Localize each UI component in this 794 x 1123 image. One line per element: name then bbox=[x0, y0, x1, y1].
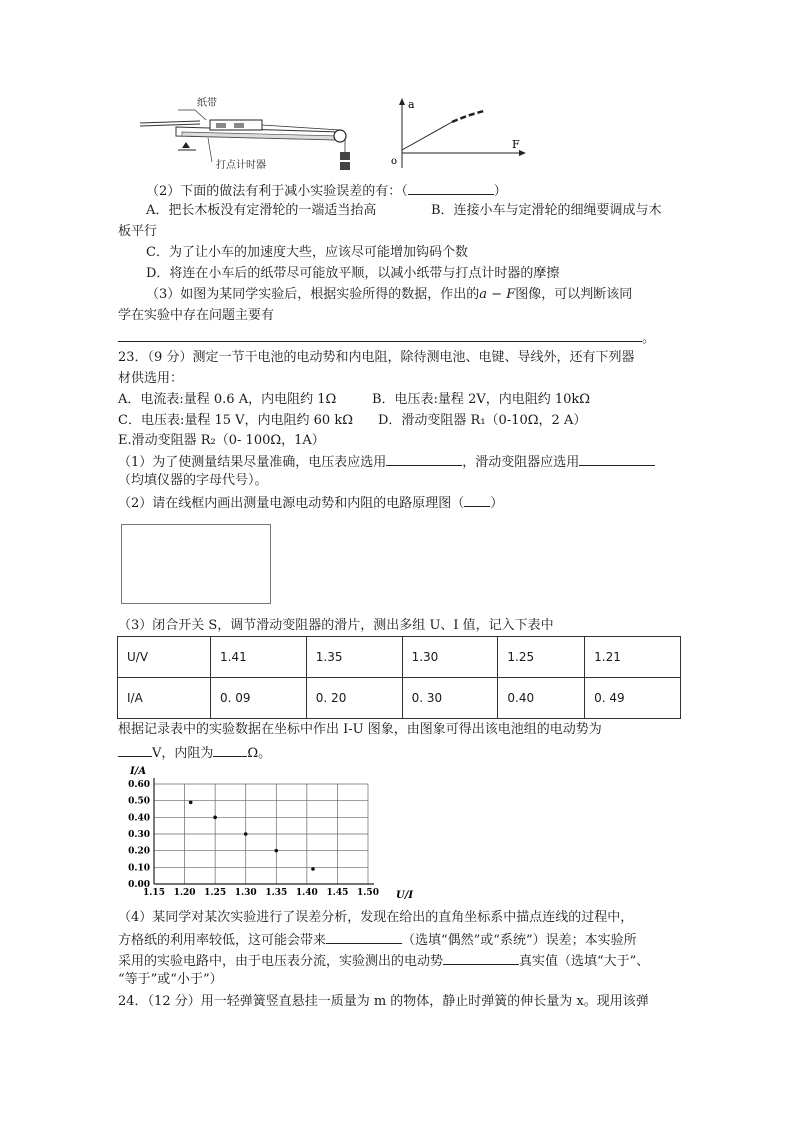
after-table-line2 bbox=[118, 742, 271, 764]
a-F-graph bbox=[388, 96, 528, 172]
q23-optC: C．电压表:量程 15 V，内电阻约 60 kΩ bbox=[118, 413, 353, 428]
q23-title: 23．（9 分）测定一节干电池的电动势和内电阻，除待测电池、电键、导线外，还有下列器 bbox=[118, 350, 635, 365]
label-origin: o bbox=[391, 156, 398, 167]
table-cell: 0. 09 bbox=[211, 678, 307, 719]
q3-line2: 学在实验中存在问题主要有 bbox=[118, 308, 275, 323]
after-table-line1: 根据记录表中的实验数据在坐标中作出 I-U 图象，由图象可得出该电池组的电动势为 bbox=[118, 722, 602, 737]
q2-stem bbox=[146, 180, 507, 202]
q4-text2a: 方格纸的利用率较低，这可能会带来 bbox=[118, 933, 327, 948]
table-cell: 0. 49 bbox=[585, 678, 681, 719]
x-tick-label: 1.20 bbox=[173, 888, 196, 898]
q2-optD: D．将连在小车后的纸带尽可能放平顺，以减小纸带与打点计时器的摩擦 bbox=[146, 266, 560, 281]
q3-answer-line bbox=[118, 327, 655, 349]
q3-end: 。 bbox=[642, 331, 656, 346]
x-tick-label: 1.35 bbox=[265, 888, 288, 898]
wedge bbox=[182, 142, 190, 148]
table-cell: 1.30 bbox=[402, 637, 498, 678]
label-F: F bbox=[512, 138, 520, 151]
error-type-blank[interactable] bbox=[326, 929, 402, 944]
iu-chart bbox=[118, 762, 418, 908]
q2-stem-text: （2）下面的做法有利于减小实验误差的有：（ bbox=[146, 184, 408, 199]
x-tick-label: 1.30 bbox=[234, 888, 257, 898]
y-tick-label: 0.40 bbox=[128, 813, 150, 824]
graph-line bbox=[402, 122, 452, 150]
data-point bbox=[311, 867, 315, 871]
data-point bbox=[274, 849, 278, 853]
table-cell: U/V bbox=[118, 637, 211, 678]
string bbox=[262, 125, 340, 130]
table-cell: 1.25 bbox=[498, 637, 585, 678]
y-tick-label: 0.30 bbox=[128, 830, 150, 840]
q4-text3b: 真实值（选填“大于”、 bbox=[519, 954, 650, 969]
table-cell: 1.21 bbox=[585, 637, 681, 678]
chart-ticks bbox=[128, 780, 379, 898]
chart-grid bbox=[154, 778, 374, 884]
q23-p3: （3）闭合开关 S，调节滑动变阻器的滑片，测出多组 U、I 值，记入下表中 bbox=[118, 618, 554, 633]
rheostat-choice-blank[interactable] bbox=[579, 451, 655, 466]
data-table bbox=[117, 636, 681, 719]
label-paper-tape: 纸带 bbox=[197, 98, 217, 109]
label-timer: 打点计时器 bbox=[216, 160, 266, 171]
q4-line2 bbox=[118, 929, 637, 951]
q23-p1-text-b: ，滑动变阻器应选用 bbox=[462, 455, 580, 470]
circuit-drawing-box[interactable] bbox=[121, 524, 271, 604]
q4-text3a: 采用的实验电路中，由于电压表分流，实验测出的电动势 bbox=[118, 954, 444, 969]
table-cell: 1.35 bbox=[306, 637, 402, 678]
resistance-blank[interactable] bbox=[213, 742, 247, 757]
q23-optD: D．滑动变阻器 R₁（0-10Ω，2 A） bbox=[378, 413, 587, 428]
table-cell: I/A bbox=[118, 678, 211, 719]
data-point bbox=[189, 801, 193, 805]
q23-p1-text-a: （1）为了使测量结果尽量准确，电压表应选用 bbox=[118, 455, 387, 470]
q23-p2-end: ） bbox=[490, 496, 504, 511]
q2-optB: B．连接小车与定滑轮的细绳要调成与木 bbox=[431, 203, 662, 218]
unit-volt-text: V，内阻为 bbox=[152, 746, 214, 761]
q2-answer-blank[interactable] bbox=[408, 180, 494, 195]
table-row bbox=[118, 678, 681, 719]
q23-optE: E.滑动变阻器 R₂（0- 100Ω，1A） bbox=[118, 433, 325, 448]
data-point bbox=[213, 816, 217, 820]
chart-points bbox=[189, 801, 315, 871]
table-cell: 1.41 bbox=[211, 637, 307, 678]
q4-line3 bbox=[118, 950, 649, 972]
q23-optA: A．电流表:量程 0.6 A，内电阻约 1Ω bbox=[118, 392, 337, 407]
label-a: a bbox=[408, 98, 415, 111]
q3-formula: a − F bbox=[479, 287, 516, 302]
q23-p2 bbox=[118, 492, 503, 514]
q2-stem-end: ） bbox=[493, 184, 507, 199]
q24-line1: 24．（12 分）用一轻弹簧竖直悬挂一质量为 m 的物体，静止时弹簧的伸长量为 x。现用该弹 bbox=[118, 994, 649, 1009]
x-tick-label: 1.50 bbox=[357, 888, 379, 898]
data-point bbox=[244, 832, 248, 836]
table-row bbox=[118, 637, 681, 678]
q23-p1-line2: （均填仪器的字母代号）。 bbox=[118, 473, 268, 488]
paper-tape-end bbox=[140, 121, 200, 123]
q2-optB-cont: 板平行 bbox=[118, 224, 158, 239]
y-tick-label: 0.10 bbox=[128, 863, 150, 874]
y-tick-label: 0.20 bbox=[128, 846, 150, 857]
graph-curve bbox=[452, 111, 484, 122]
q23-title-cont: 材供选用： bbox=[118, 371, 184, 386]
table-cell: 0. 30 bbox=[402, 678, 498, 719]
x-tick-label: 1.15 bbox=[143, 888, 165, 898]
hook-weight-1 bbox=[340, 152, 350, 160]
y-tick-label: 0.00 bbox=[128, 880, 150, 890]
y-axis-label: I/A bbox=[130, 766, 147, 777]
q23-p1-line1 bbox=[118, 451, 655, 473]
q4-text2b: （选填“偶然”或“系统”）误差；本实验所 bbox=[402, 933, 637, 948]
table-cell: 0.40 bbox=[498, 678, 585, 719]
q4-line4: “等于”或“小于”） bbox=[118, 972, 223, 987]
apparatus-figure bbox=[140, 96, 360, 178]
x-tick-label: 1.45 bbox=[326, 888, 349, 898]
y-tick-label: 0.60 bbox=[128, 780, 150, 790]
q2-optC: C．为了让小车的加速度大些，应该尽可能增加钩码个数 bbox=[146, 245, 468, 260]
q4-line1: （4）某同学对某次实验进行了误差分析，发现在给出的直角坐标系中描点连线的过程中， bbox=[118, 910, 634, 925]
x-axis-label: U/I bbox=[396, 890, 414, 901]
q3-line1 bbox=[146, 285, 632, 305]
q23-p2-text: （2）请在线框内画出测量电源电动势和内阻的电路原理图（ bbox=[118, 496, 465, 511]
q3-answer-blank[interactable] bbox=[118, 327, 642, 342]
table-cell: 0. 20 bbox=[306, 678, 402, 719]
q23-optB: B．电压表:量程 2V，内电阻约 10kΩ bbox=[372, 392, 591, 407]
unit-ohm-text: Ω。 bbox=[247, 746, 272, 761]
x-tick-label: 1.40 bbox=[295, 888, 318, 898]
q23-p2-blank[interactable] bbox=[464, 492, 490, 507]
x-tick-label: 1.25 bbox=[204, 888, 227, 898]
q3-text1: （3）如图为某同学实验后，根据实验所得的数据，作出的 bbox=[146, 287, 480, 302]
voltmeter-choice-blank[interactable] bbox=[386, 451, 462, 466]
q3-text2: 图像，可以判断该同 bbox=[515, 287, 633, 302]
emf-compare-blank[interactable] bbox=[443, 950, 519, 965]
y-tick-label: 0.50 bbox=[128, 796, 150, 807]
q2-optA: A．把长木板没有定滑轮的一端适当抬高 bbox=[146, 203, 377, 218]
emf-blank[interactable] bbox=[118, 742, 152, 757]
hook-weight-2 bbox=[340, 162, 350, 170]
pulley bbox=[334, 130, 346, 142]
